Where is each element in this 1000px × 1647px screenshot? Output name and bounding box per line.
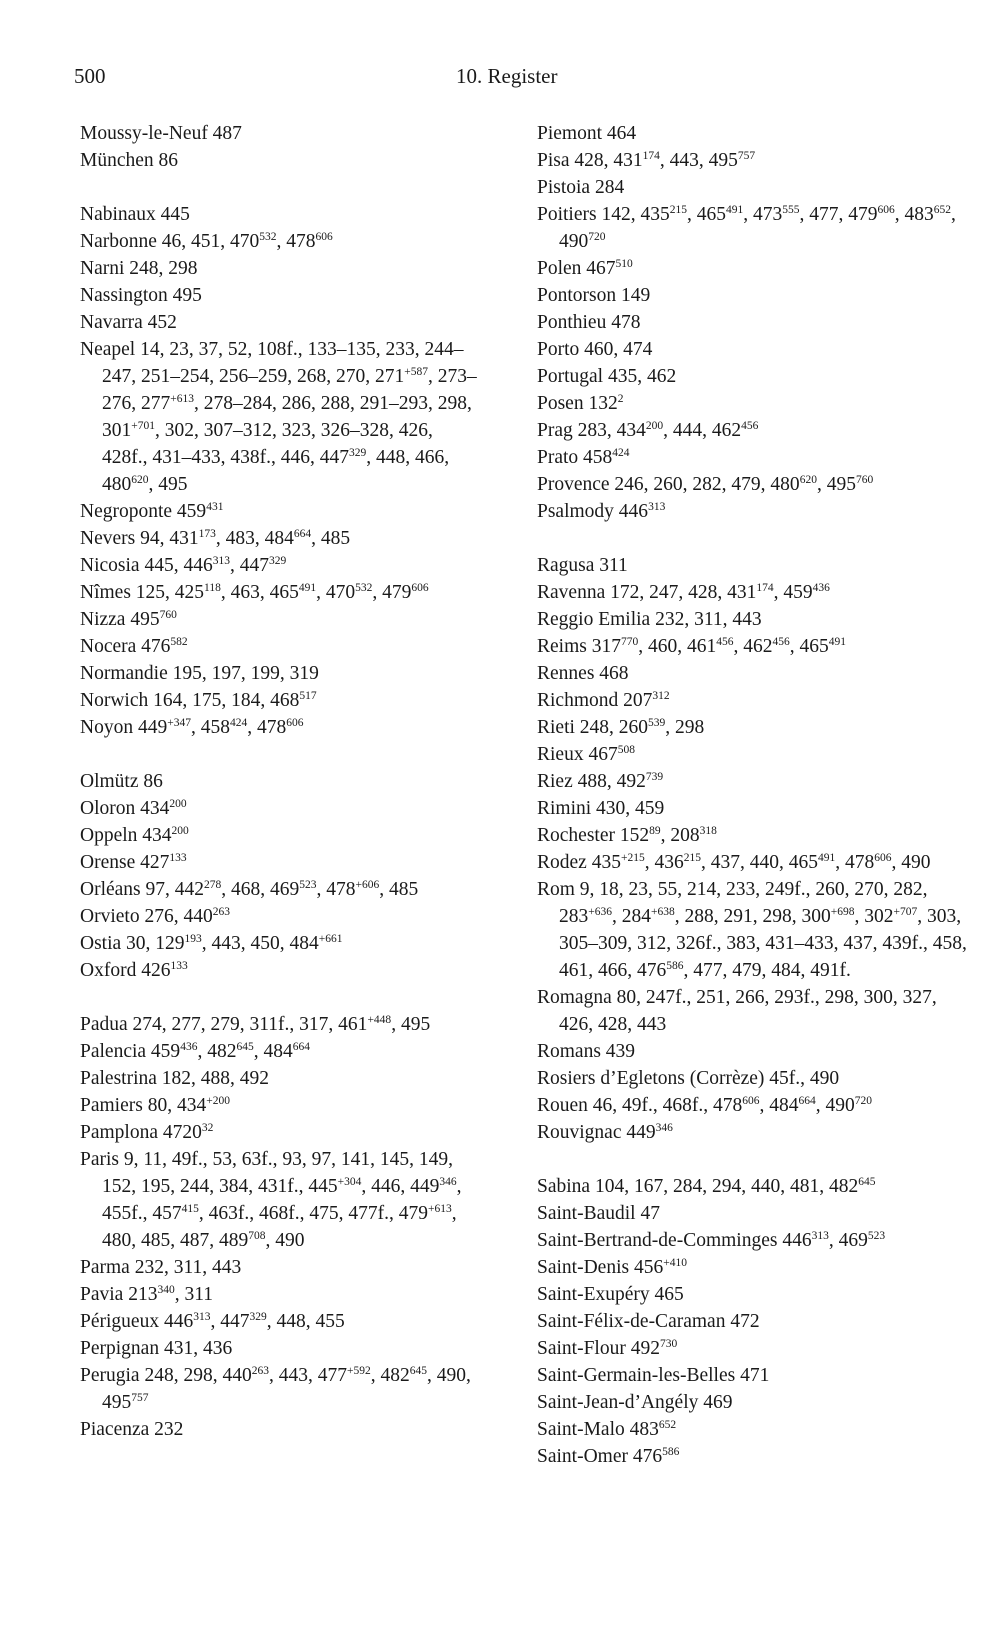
index-entry: Piacenza 232	[80, 1419, 184, 1440]
index-entry: Moussy-le-Neuf 487	[80, 123, 242, 144]
index-entry: Rosiers d’Egletons (Corrèze) 45f., 490	[537, 1068, 840, 1089]
index-entry: Saint-Bertrand-de-Comminges $446^{313}$, $469^{523}$	[537, 1230, 886, 1251]
index-entry: Orvieto 276, $440^{263}$	[80, 906, 230, 927]
index-entry: Sabina 104, 167, 284, 294, 440, 481, $482^{645}$	[537, 1176, 876, 1197]
index-entry: Saint-Denis $456^{+410}$	[537, 1257, 687, 1278]
page-number: 500	[74, 64, 106, 88]
index-entry: Paris 9, 11, 49f., 53, 63f., 93, 97, 141, 145, 149, 152, 195, 244, 384, 431f., $445^{+304}$, 446, $449^{346}$, 455f., $457^{415}$, 463f., 468f., 475, 477f., $479^{+613}$, 480, 485, 487, $489^{708}$, 490	[80, 1149, 462, 1251]
index-entry: Ostia 30, $129^{193}$, 443, 450, $484^{+661}$	[80, 933, 343, 954]
index-entry: München 86	[80, 150, 179, 171]
index-entry: Palencia $459^{436}$, $482^{645}$, $484^{664}$	[80, 1041, 310, 1062]
index-entry: Nocera $476^{582}$	[80, 636, 188, 657]
index-entry: Orense $427^{133}$	[80, 852, 187, 873]
index-entry: Nevers 94, $431^{173}$, 483, $484^{664}$, 485	[80, 528, 351, 549]
index-entry: Pontorson 149	[537, 285, 651, 306]
index-entry: Neapel 14, 23, 37, 52, 108f., 133–135, 233, 244–247, 251–254, 256–259, 268, 270, $271^{+587}$, 273–276, $277^{+613}$, 278–284, 286, 288, 291–293, 298, $301^{+701}$, 302, 307–312, 323, 326–328, 426, 428f., 431–433, 438f., 446, $447^{329}$, 448, 466, $480^{620}$, 495	[80, 339, 477, 495]
running-title: 10. Register	[456, 64, 558, 88]
index-entry: Parma 232, 311, 443	[80, 1257, 242, 1278]
index-entry: Norwich 164, 175, 184, $468^{517}$	[80, 690, 317, 711]
section-gap	[537, 1146, 967, 1173]
index-entry: Oloron $434^{200}$	[80, 798, 187, 819]
index-entry: Navarra 452	[80, 312, 177, 333]
index-entry: Nîmes 125, $425^{118}$, 463, $465^{491}$, $470^{532}$, $479^{606}$	[80, 582, 429, 603]
index-entry: Narni 248, 298	[80, 258, 198, 279]
index-entry: Pisa 428, $431^{174}$, 443, $495^{757}$	[537, 150, 756, 171]
index-entry: Prato $458^{424}$	[537, 447, 630, 468]
index-entry: Padua 274, 277, 279, 311f., 317, $461^{+448}$, 495	[80, 1014, 431, 1035]
index-entry: Saint-Jean-d’Angély 469	[537, 1392, 733, 1413]
index-entry: Pamplona 4720$^{32}$	[80, 1122, 214, 1143]
index-entry: Narbonne 46, 451, $470^{532}$, $478^{606}$	[80, 231, 333, 252]
index-entry: Palestrina 182, 488, 492	[80, 1068, 270, 1089]
index-entry: Normandie 195, 197, 199, 319	[80, 663, 319, 684]
index-entry: Rennes 468	[537, 663, 629, 684]
index-column-left	[80, 120, 480, 1443]
index-entry: Pistoia 284	[537, 177, 625, 198]
index-entry: Saint-Baudil 47	[537, 1203, 660, 1224]
index-entry: Perugia 248, 298, $440^{263}$, 443, $477^{+592}$, $482^{645}$, 490, $495^{757}$	[80, 1365, 471, 1413]
section-gap	[80, 174, 480, 201]
index-entry: Posen $132^2$	[537, 393, 624, 414]
index-entry: Nizza $495^{760}$	[80, 609, 177, 630]
index-entry: Nassington 495	[80, 285, 202, 306]
index-entry: Riez 488, $492^{739}$	[537, 771, 664, 792]
index-entry: Reims $317^{770}$, 460, $461^{456}$, $462^{456}$, $465^{491}$	[537, 636, 846, 657]
index-entry: Saint-Exupéry 465	[537, 1284, 684, 1305]
index-entry: Saint-Malo $483^{652}$	[537, 1419, 677, 1440]
index-entry: Ponthieu 478	[537, 312, 641, 333]
index-entry: Perpignan 431, 436	[80, 1338, 233, 1359]
index-entry: Rodez $435^{+215}$, $436^{215}$, 437, 440, $465^{491}$, $478^{606}$, 490	[537, 852, 931, 873]
index-entry: Oppeln $434^{200}$	[80, 825, 189, 846]
index-entry: Rochester $152^{89}$, $208^{318}$	[537, 825, 717, 846]
index-entry: Pamiers 80, $434^{+200}$	[80, 1095, 230, 1116]
index-entry: Romans 439	[537, 1041, 636, 1062]
section-gap	[80, 984, 480, 1011]
index-entry: Rouen 46, 49f., 468f., $478^{606}$, $484^{664}$, $490^{720}$	[537, 1095, 873, 1116]
index-entry: Prag 283, $434^{200}$, 444, $462^{456}$	[537, 420, 759, 441]
index-entry: Romagna 80, 247f., 251, 266, 293f., 298, 300, 327, 426, 428, 443	[537, 987, 937, 1035]
index-entry: Negroponte $459^{431}$	[80, 501, 224, 522]
index-entry: Portugal 435, 462	[537, 366, 677, 387]
index-entry: Poitiers 142, $435^{215}$, $465^{491}$, $473^{555}$, 477, $479^{606}$, $483^{652}$, $490^{720}$	[537, 204, 956, 252]
section-gap	[80, 741, 480, 768]
index-entry: Saint-Germain-les-Belles 471	[537, 1365, 770, 1386]
index-entry: Rieux $467^{508}$	[537, 744, 635, 765]
index-column-right	[537, 120, 967, 1470]
index-entry: Richmond $207^{312}$	[537, 690, 670, 711]
index-entry: Polen $467^{510}$	[537, 258, 633, 279]
section-gap	[537, 525, 967, 552]
index-entry: Noyon $449^{+347}$, $458^{424}$, $478^{606}$	[80, 717, 304, 738]
index-entry: Provence 246, 260, 282, 479, $480^{620}$, $495^{760}$	[537, 474, 874, 495]
index-entry: Périgueux $446^{313}$, $447^{329}$, 448, 455	[80, 1311, 345, 1332]
index-entry: Saint-Flour $492^{730}$	[537, 1338, 678, 1359]
index-entry: Pavia $213^{340}$, 311	[80, 1284, 213, 1305]
index-entry: Saint-Omer $476^{586}$	[537, 1446, 680, 1467]
index-entry: Nabinaux 445	[80, 204, 190, 225]
index-entry: Rimini 430, 459	[537, 798, 665, 819]
index-entry: Saint-Félix-de-Caraman 472	[537, 1311, 760, 1332]
index-entry: Reggio Emilia 232, 311, 443	[537, 609, 762, 630]
index-entry: Orléans 97, $442^{278}$, 468, $469^{523}$, $478^{+606}$, 485	[80, 879, 419, 900]
index-entry: Rouvignac $449^{346}$	[537, 1122, 673, 1143]
index-entry: Olmütz 86	[80, 771, 163, 792]
index-entry: Nicosia 445, $446^{313}$, $447^{329}$	[80, 555, 287, 576]
index-entry: Piemont 464	[537, 123, 637, 144]
index-entry: Rieti 248, $260^{539}$, 298	[537, 717, 705, 738]
index-entry: Psalmody $446^{313}$	[537, 501, 666, 522]
index-entry: Ragusa 311	[537, 555, 628, 576]
index-entry: Porto 460, 474	[537, 339, 653, 360]
index-entry: Ravenna 172, 247, 428, $431^{174}$, $459^{436}$	[537, 582, 830, 603]
index-entry: Oxford $426^{133}$	[80, 960, 188, 981]
index-entry: Rom 9, 18, 23, 55, 214, 233, 249f., 260, 270, 282, $283^{+636}$, $284^{+638}$, 288, 291, 298, $300^{+698}$, $302^{+707}$, 303, 305–309, 312, 326f., 383, 431–433, 437, 439f., 458, 461, 466, $476^{586}$, 477, 479, 484, 491f.	[537, 879, 967, 981]
